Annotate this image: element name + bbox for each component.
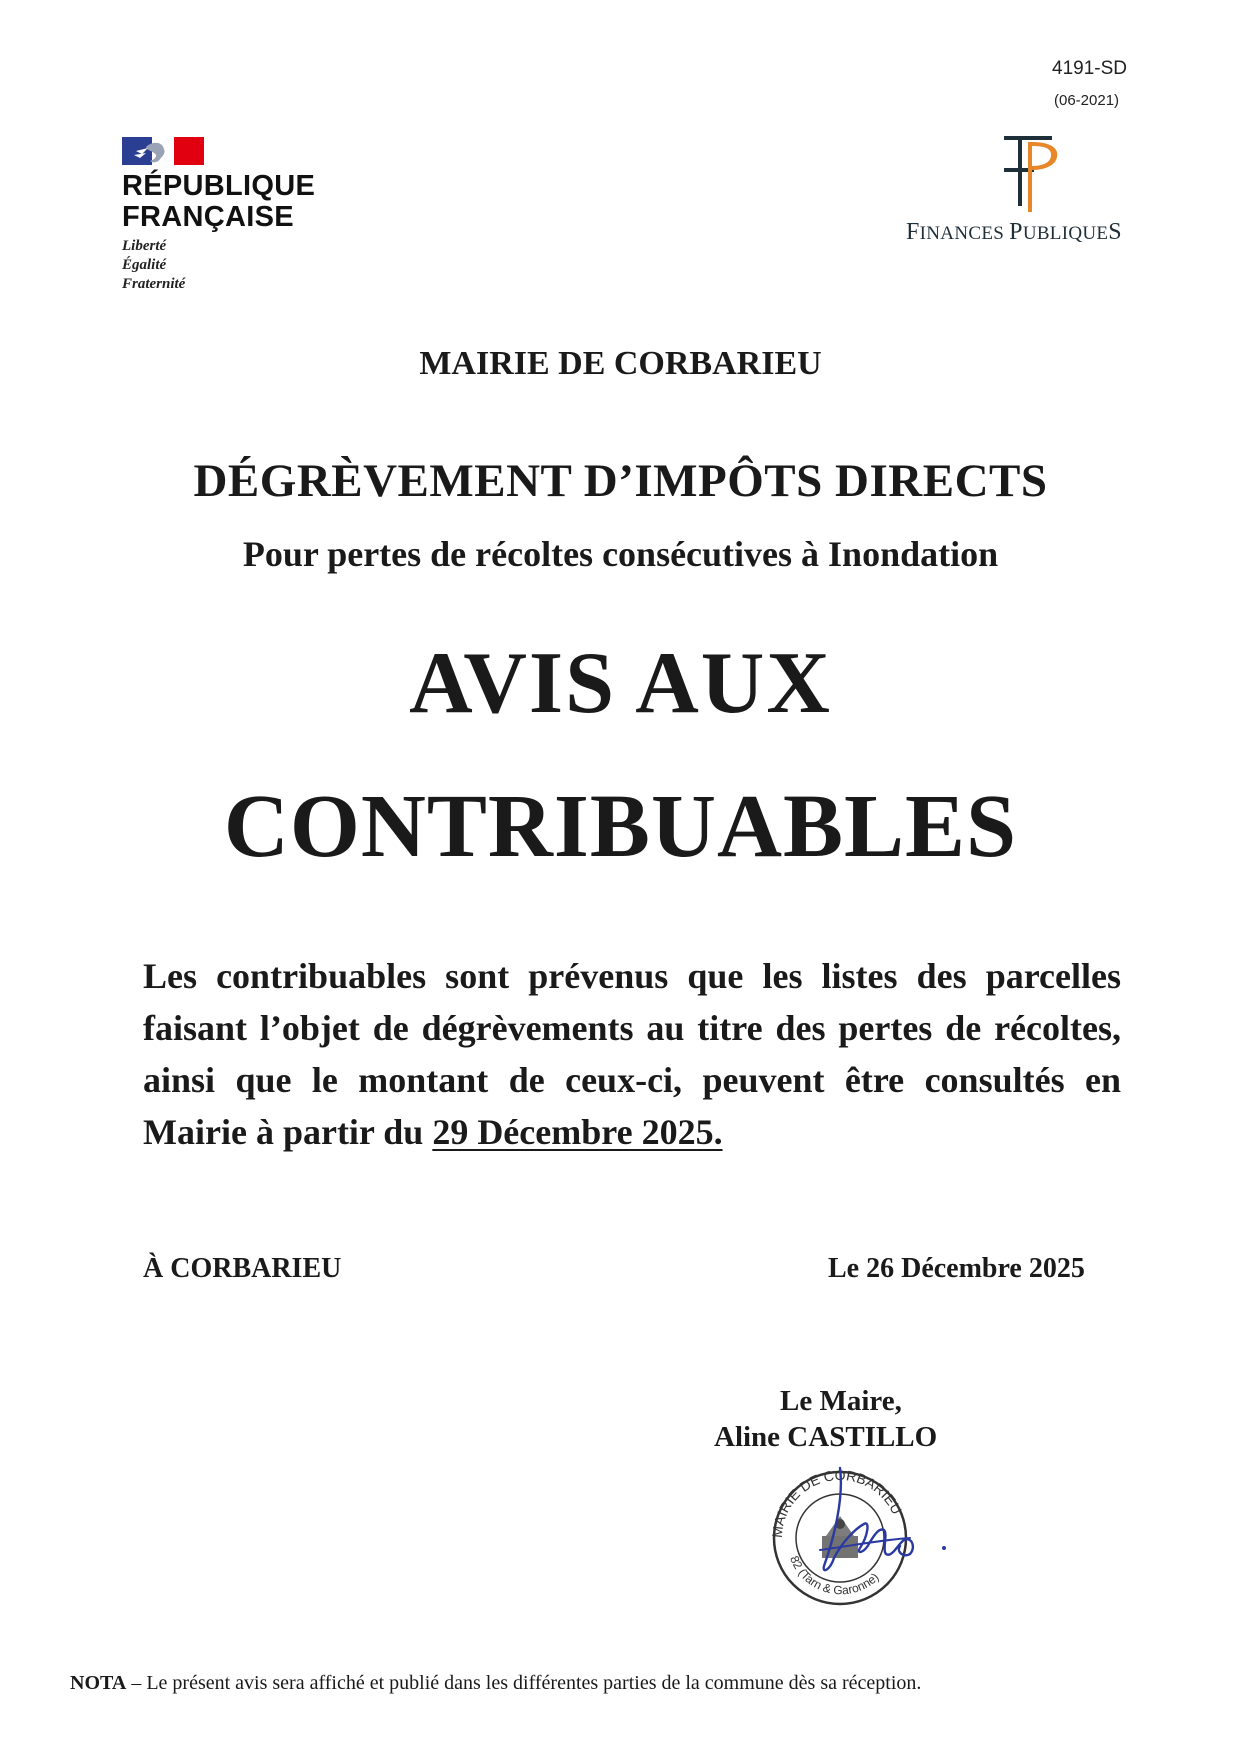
finances-publiques-label: FINANCES PUBLIQUES: [906, 219, 1122, 245]
nota-footer: [70, 1672, 921, 1695]
motto-liberte: Liberté: [122, 238, 167, 254]
avis-line2: CONTRIBUABLES: [223, 777, 1018, 876]
degrevement-subtitle: Pour pertes de récoltes consécutives à Inondation: [242, 534, 999, 574]
maire-name: Aline CASTILLO: [714, 1421, 938, 1453]
mairie-heading: MAIRIE DE CORBARIEU: [419, 345, 822, 382]
mairie-stamp-signature: [760, 1458, 960, 1618]
rf-title-line2: FRANÇAISE: [122, 201, 294, 233]
form-code: 4191-SD: [1052, 58, 1127, 79]
avis-line1: AVIS AUX: [409, 635, 832, 732]
marianne-flag-icon: [122, 135, 204, 167]
form-edition: (06-2021): [1054, 92, 1120, 109]
nota-text: – Le présent avis sera affiché et publié dans les différentes parties de la commune dès sa réception.: [126, 1672, 922, 1694]
notice-body: [143, 950, 1121, 1158]
notice-body-text: Les contribuables sont prévenus que les listes des parcelles faisant l’objet de dégrèvements au titre des pertes de récoltes, ainsi que le montant de ceux-ci, peuvent être consultés en Mairie à partir du: [143, 956, 1121, 1152]
stamp-bottom-text: 82 (Tarn & Garonne): [787, 1553, 882, 1598]
rf-title-line1: RÉPUBLIQUE: [122, 170, 316, 202]
maire-title: Le Maire,: [780, 1385, 902, 1417]
finances-publiques-logo-icon: [994, 128, 1064, 212]
stamp-top-text: MAIRIE DE CORBARIEU: [768, 1466, 906, 1539]
degrevement-title: DÉGRÈVEMENT D’IMPÔTS DIRECTS: [193, 455, 1048, 507]
republique-francaise-logo: [122, 135, 362, 294]
notice-date: Le 26 Décembre 2025: [828, 1253, 1085, 1284]
motto-egalite: Égalité: [122, 257, 167, 273]
nota-label: NOTA: [70, 1672, 127, 1694]
rf-motto: [122, 237, 362, 294]
motto-fraternite: Fraternité: [122, 276, 186, 292]
notice-date-underlined: 29 Décembre 2025.: [432, 1112, 723, 1152]
notice-place: À CORBARIEU: [143, 1253, 342, 1284]
